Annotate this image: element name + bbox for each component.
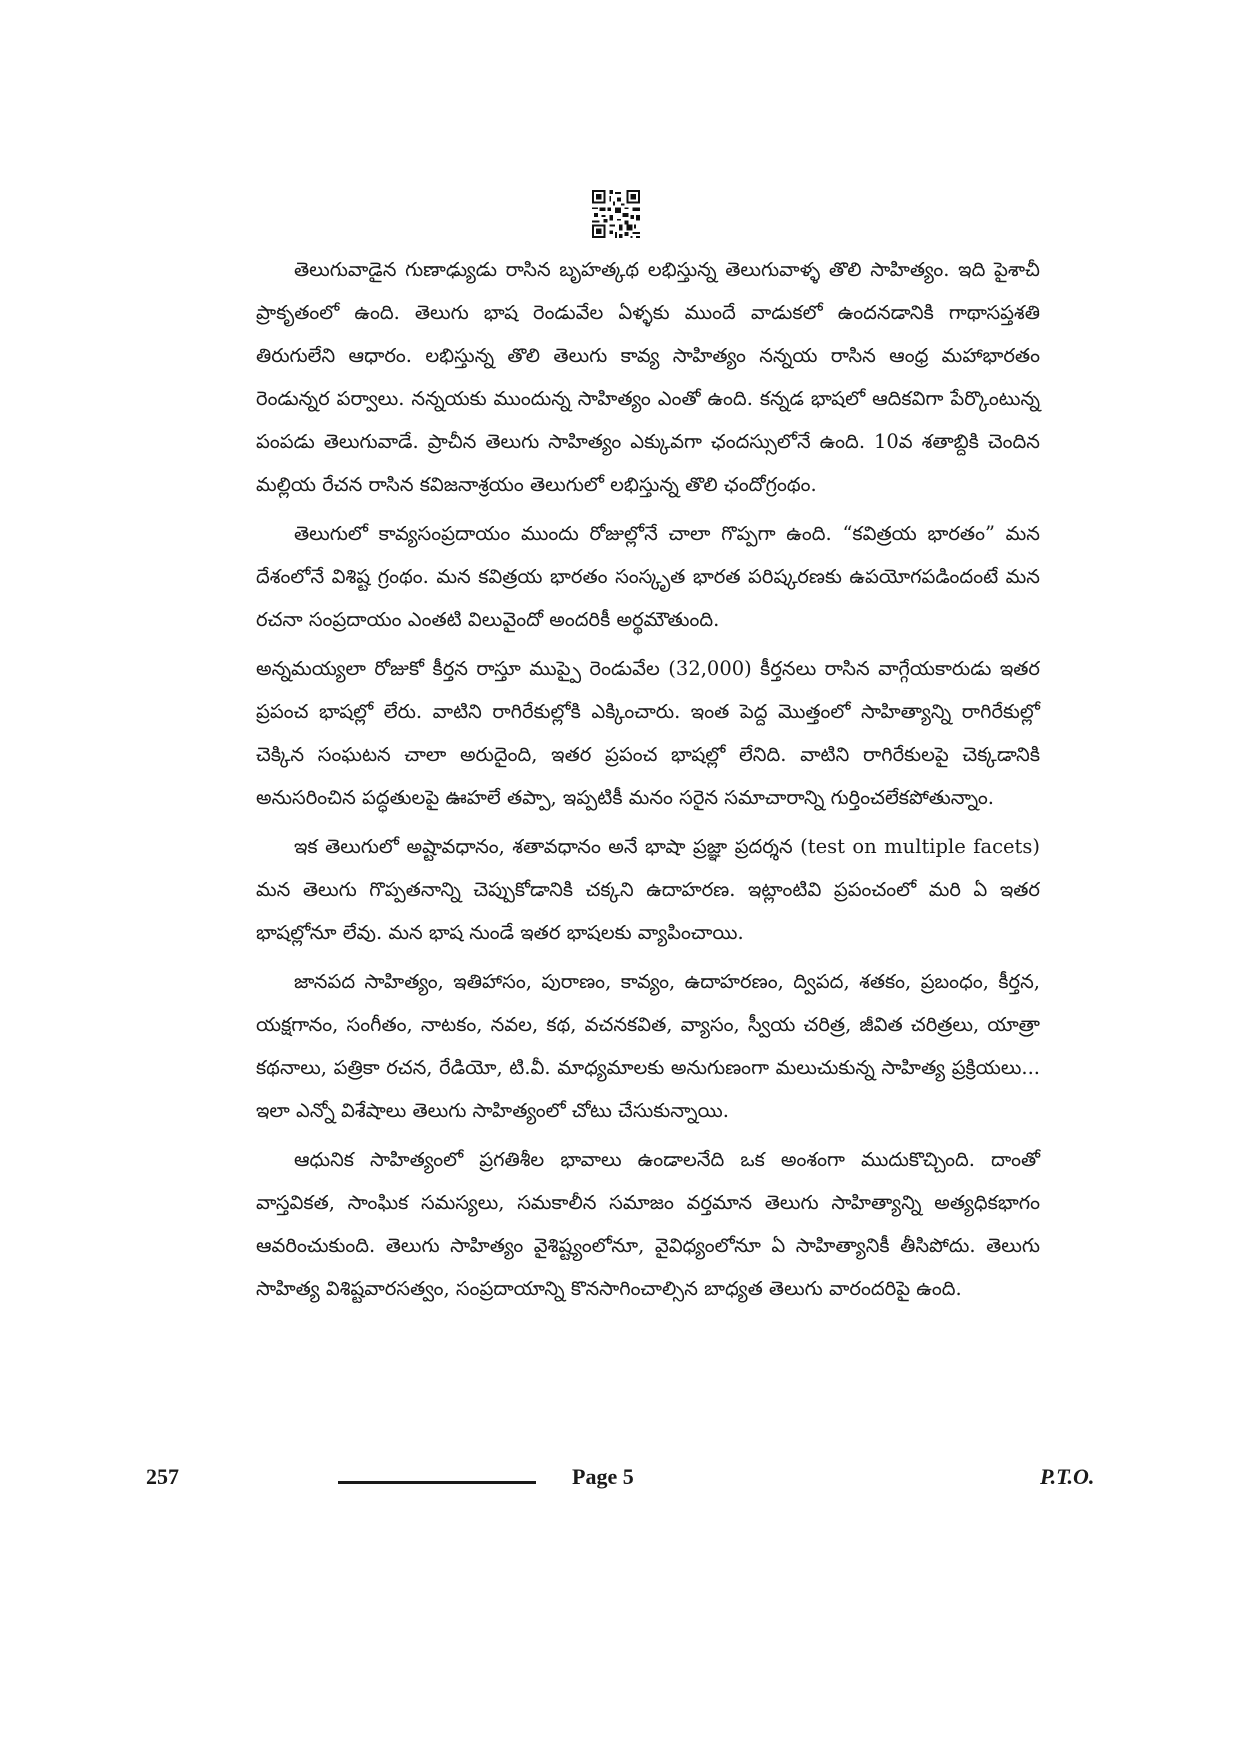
paragraph-2: తెలుగులో కావ్యసంప్రదాయం ముందు రోజుల్లోనే చాలా గొప్పగా ఉంది. “కవిత్రయ భారతం” మన దేశంలోనే విశిష్ట గ్రంథం. మన కవిత్రయ భారతం సంస్కృత భారత పరిష్కరణకు ఉపయోగపడిందంటే మన రచనా సంప్రదాయం ఎంతటి విలువైందో అందరికీ అర్థమౌతుంది. xyxy=(256,522,1040,631)
page-number: Page 5 xyxy=(572,1464,634,1489)
article-body xyxy=(256,248,1040,1316)
paragraph-3: అన్నమయ్యలా రోజుకో కీర్తన రాస్తూ ముప్పై రెండువేల (32,000) కీర్తనలు రాసిన వాగ్గేయకారుడు ఇతర ప్రపంచ భాషల్లో లేరు. వాటిని రాగిరేకుల్లోకి ఎక్కించారు. ఇంత పెద్ద మొత్తంలో సాహిత్యాన్ని రాగిరేకుల్లో చెక్కిన సంఘటన చాలా అరుదైంది, ఇతర ప్రపంచ భాషల్లో లేనిది. వాటిని రాగిరేకులపై చెక్కడానికి అనుసరించిన పద్ధతులపై ఊహలే తప్పా, ఇప్పటికీ మనం సరైన సమాచారాన్ని గుర్తించలేకపోతున్నాం. xyxy=(256,657,1040,809)
paragraph-5: జానపద సాహిత్యం, ఇతిహాసం, పురాణం, కావ్యం, ఉదాహరణం, ద్విపద, శతకం, ప్రబంధం, కీర్తన, యక్షగానం, సంగీతం, నాటకం, నవల, కథ, వచనకవిత, వ్యాసం, స్వీయ చరిత్ర, జీవిత చరిత్రలు, యాత్రా కథనాలు, పత్రికా రచన, రేడియో, టి.వీ. మాధ్యమాలకు అనుగుణంగా మలుచుకున్న సాహిత్య ప్రక్రియలు... ఇలా ఎన్నో విశేషాలు తెలుగు సాహిత్యంలో చోటు చేసుకున్నాయి. xyxy=(256,970,1040,1122)
booklet-code: 257 xyxy=(146,1464,179,1489)
paragraph-6: ఆధునిక సాహిత్యంలో ప్రగతిశీల భావాలు ఉండాలనేది ఒక అంశంగా ముదుకొచ్చింది. దాంతో వాస్తవికత, సాంఘిక సమస్యలు, సమకాలీన సమాజం వర్తమాన తెలుగు సాహిత్యాన్ని అత్యధికభాగం ఆవరించుకుంది. తెలుగు సాహిత్యం వైశిష్ట్యంలోనూ, వైవిధ్యంలోనూ ఏ సాహిత్యానికీ తీసిపోదు. తెలుగు సాహిత్య విశిష్టవారసత్వం, సంప్రదాయాన్ని కొనసాగించాల్సిన బాధ్యత తెలుగు వారందరిపై ఉంది. xyxy=(256,1148,1040,1300)
paragraph-1: తెలుగువాడైన గుణాఢ్యుడు రాసిన బృహత్కథ లభిస్తున్న తెలుగువాళ్ళ తొలి సాహిత్యం. ఇది పైశాచీ ప్రాకృతంలో ఉంది. తెలుగు భాష రెండువేల ఏళ్ళకు ముందే వాడుకలో ఉందనడానికి గాథాసప్తశతి తిరుగులేని ఆధారం. లభిస్తున్న తొలి తెలుగు కావ్య సాహిత్యం నన్నయ రాసిన ఆంధ్ర మహాభారతం రెండున్నర పర్వాలు. నన్నయకు ముందున్న సాహిత్యం ఎంతో ఉంది. కన్నడ భాషలో ఆదికవిగా పేర్కొంటున్న పంపడు తెలుగువాడే. ప్రాచీన తెలుగు సాహిత్యం ఎక్కువగా ఛందస్సులోనే ఉంది. 10వ శతాబ్దికి చెందిన మల్లియ రేచన రాసిన కవిజనాశ్రయం తెలుగులో లభిస్తున్న తొలి ఛందోగ్రంథం. xyxy=(256,258,1040,496)
footer-divider xyxy=(338,1481,536,1484)
page-footer xyxy=(0,1464,1241,1504)
paragraph-4: ఇక తెలుగులో అష్టావధానం, శతావధానం అనే భాషా ప్రజ్ఞా ప్రదర్శన (test on multiple facets) మన తెలుగు గొప్పతనాన్ని చెప్పుకోడానికి చక్కని ఉదాహరణ. ఇట్లాంటివి ప్రపంచంలో మరి ఏ ఇతర భాషల్లోనూ లేవు. మన భాష నుండే ఇతర భాషలకు వ్యాపించాయి. xyxy=(256,835,1040,944)
please-turn-over: P.T.O. xyxy=(1040,1464,1095,1489)
qr-code-icon xyxy=(592,190,640,238)
